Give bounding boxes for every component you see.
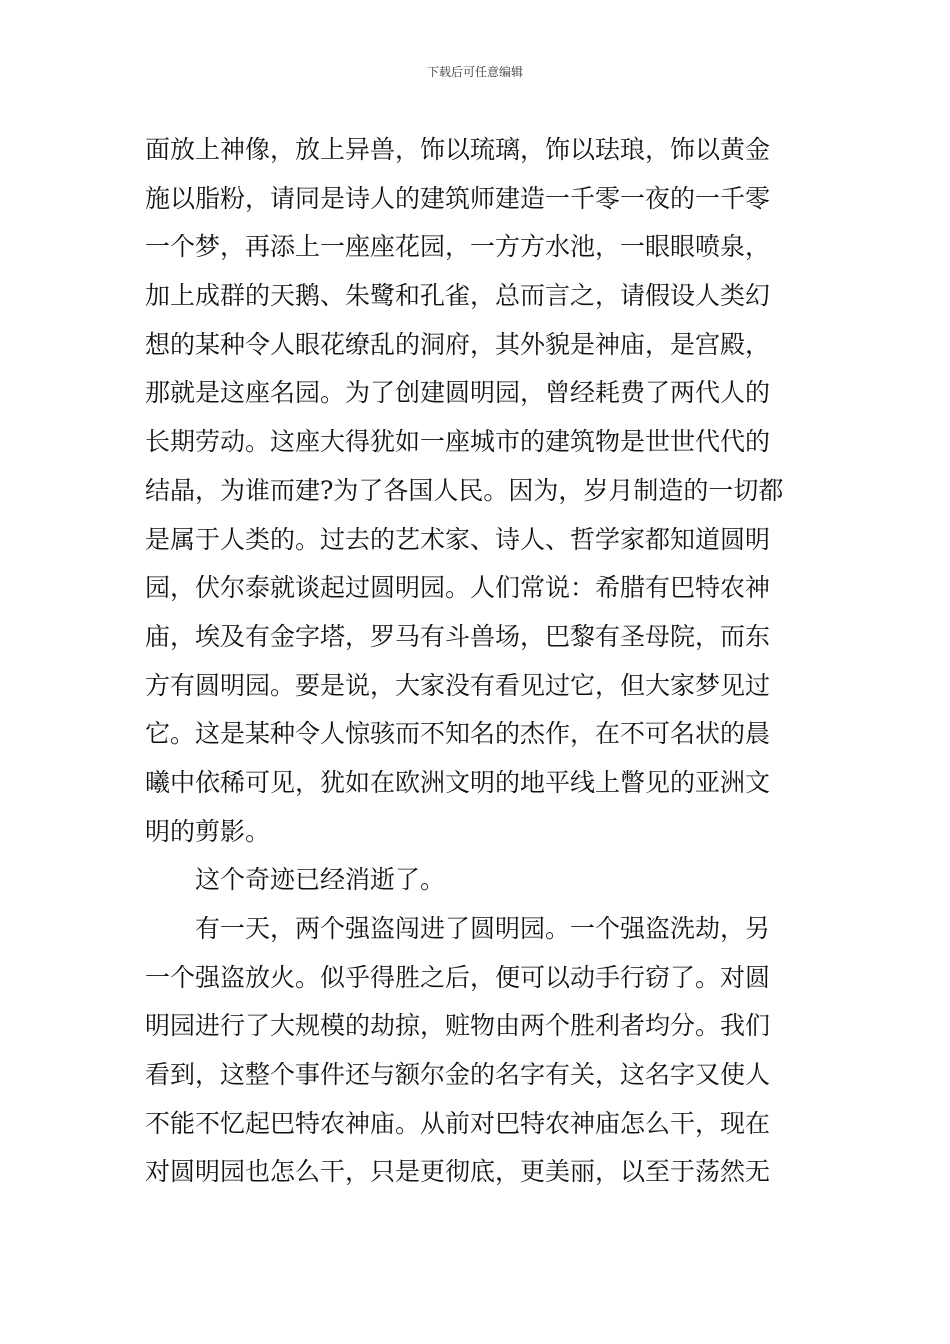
text-line: 它。这是某种令人惊骇而不知名的杰作，在不可名状的晨 — [145, 719, 771, 749]
text-line: 曦中依稀可见，犹如在欧洲文明的地平线上瞥见的亚洲文 — [145, 767, 771, 797]
document-body — [145, 126, 825, 1197]
text-line: 那就是这座名园。为了创建圆明园，曾经耗费了两代人的 — [145, 378, 771, 408]
text-line: 对圆明园也怎么干，只是更彻底，更美丽，以至于荡然无 — [145, 1157, 771, 1187]
text-line: 施以脂粉，请同是诗人的建筑师建造一千零一夜的一千零 — [145, 183, 771, 213]
text-line: 结晶，为谁而建?为了各国人民。因为，岁月制造的一切都 — [145, 475, 784, 505]
text-line: 明园进行了大规模的劫掠，赃物由两个胜利者均分。我们 — [145, 1011, 771, 1041]
text-line: 是属于人类的。过去的艺术家、诗人、哲学家都知道圆明 — [145, 524, 771, 554]
text-line: 加上成群的天鹅、朱鹭和孔雀，总而言之，请假设人类幻 — [145, 281, 771, 311]
paragraph-2 — [145, 856, 825, 905]
paragraph-1 — [145, 126, 825, 856]
text-line: 长期劳动。这座大得犹如一座城市的建筑物是世世代代的 — [145, 427, 771, 457]
text-line: 园，伏尔泰就谈起过圆明园。人们常说：希腊有巴特农神 — [145, 573, 771, 603]
text-line: 面放上神像，放上异兽，饰以琉璃，饰以珐琅，饰以黄金 — [145, 135, 771, 164]
text-line: 这个奇迹已经消逝了。 — [195, 865, 446, 895]
paragraph-3 — [145, 905, 825, 1197]
text-line: 一个强盗放火。似乎得胜之后，便可以动手行窃了。对圆 — [145, 962, 771, 992]
text-line: 庙，埃及有金字塔，罗马有斗兽场，巴黎有圣母院，而东 — [145, 621, 771, 651]
page-header: 下载后可任意编辑 — [426, 65, 523, 79]
text-line: 一个梦，再添上一座座花园，一方方水池，一眼眼喷泉， — [145, 232, 771, 262]
text-line: 想的某种令人眼花缭乱的洞府，其外貌是神庙，是宫殿， — [145, 329, 771, 359]
text-line: 看到，这整个事件还与额尔金的名字有关，这名字又使人 — [145, 1060, 771, 1090]
text-line: 有一天，两个强盗闯进了圆明园。一个强盗洗劫，另 — [195, 914, 771, 943]
text-line: 方有圆明园。要是说，大家没有看见过它，但大家梦见过 — [145, 670, 771, 700]
text-line: 明的剪影。 — [145, 816, 271, 846]
text-line: 不能不忆起巴特农神庙。从前对巴特农神庙怎么干，现在 — [145, 1108, 771, 1138]
